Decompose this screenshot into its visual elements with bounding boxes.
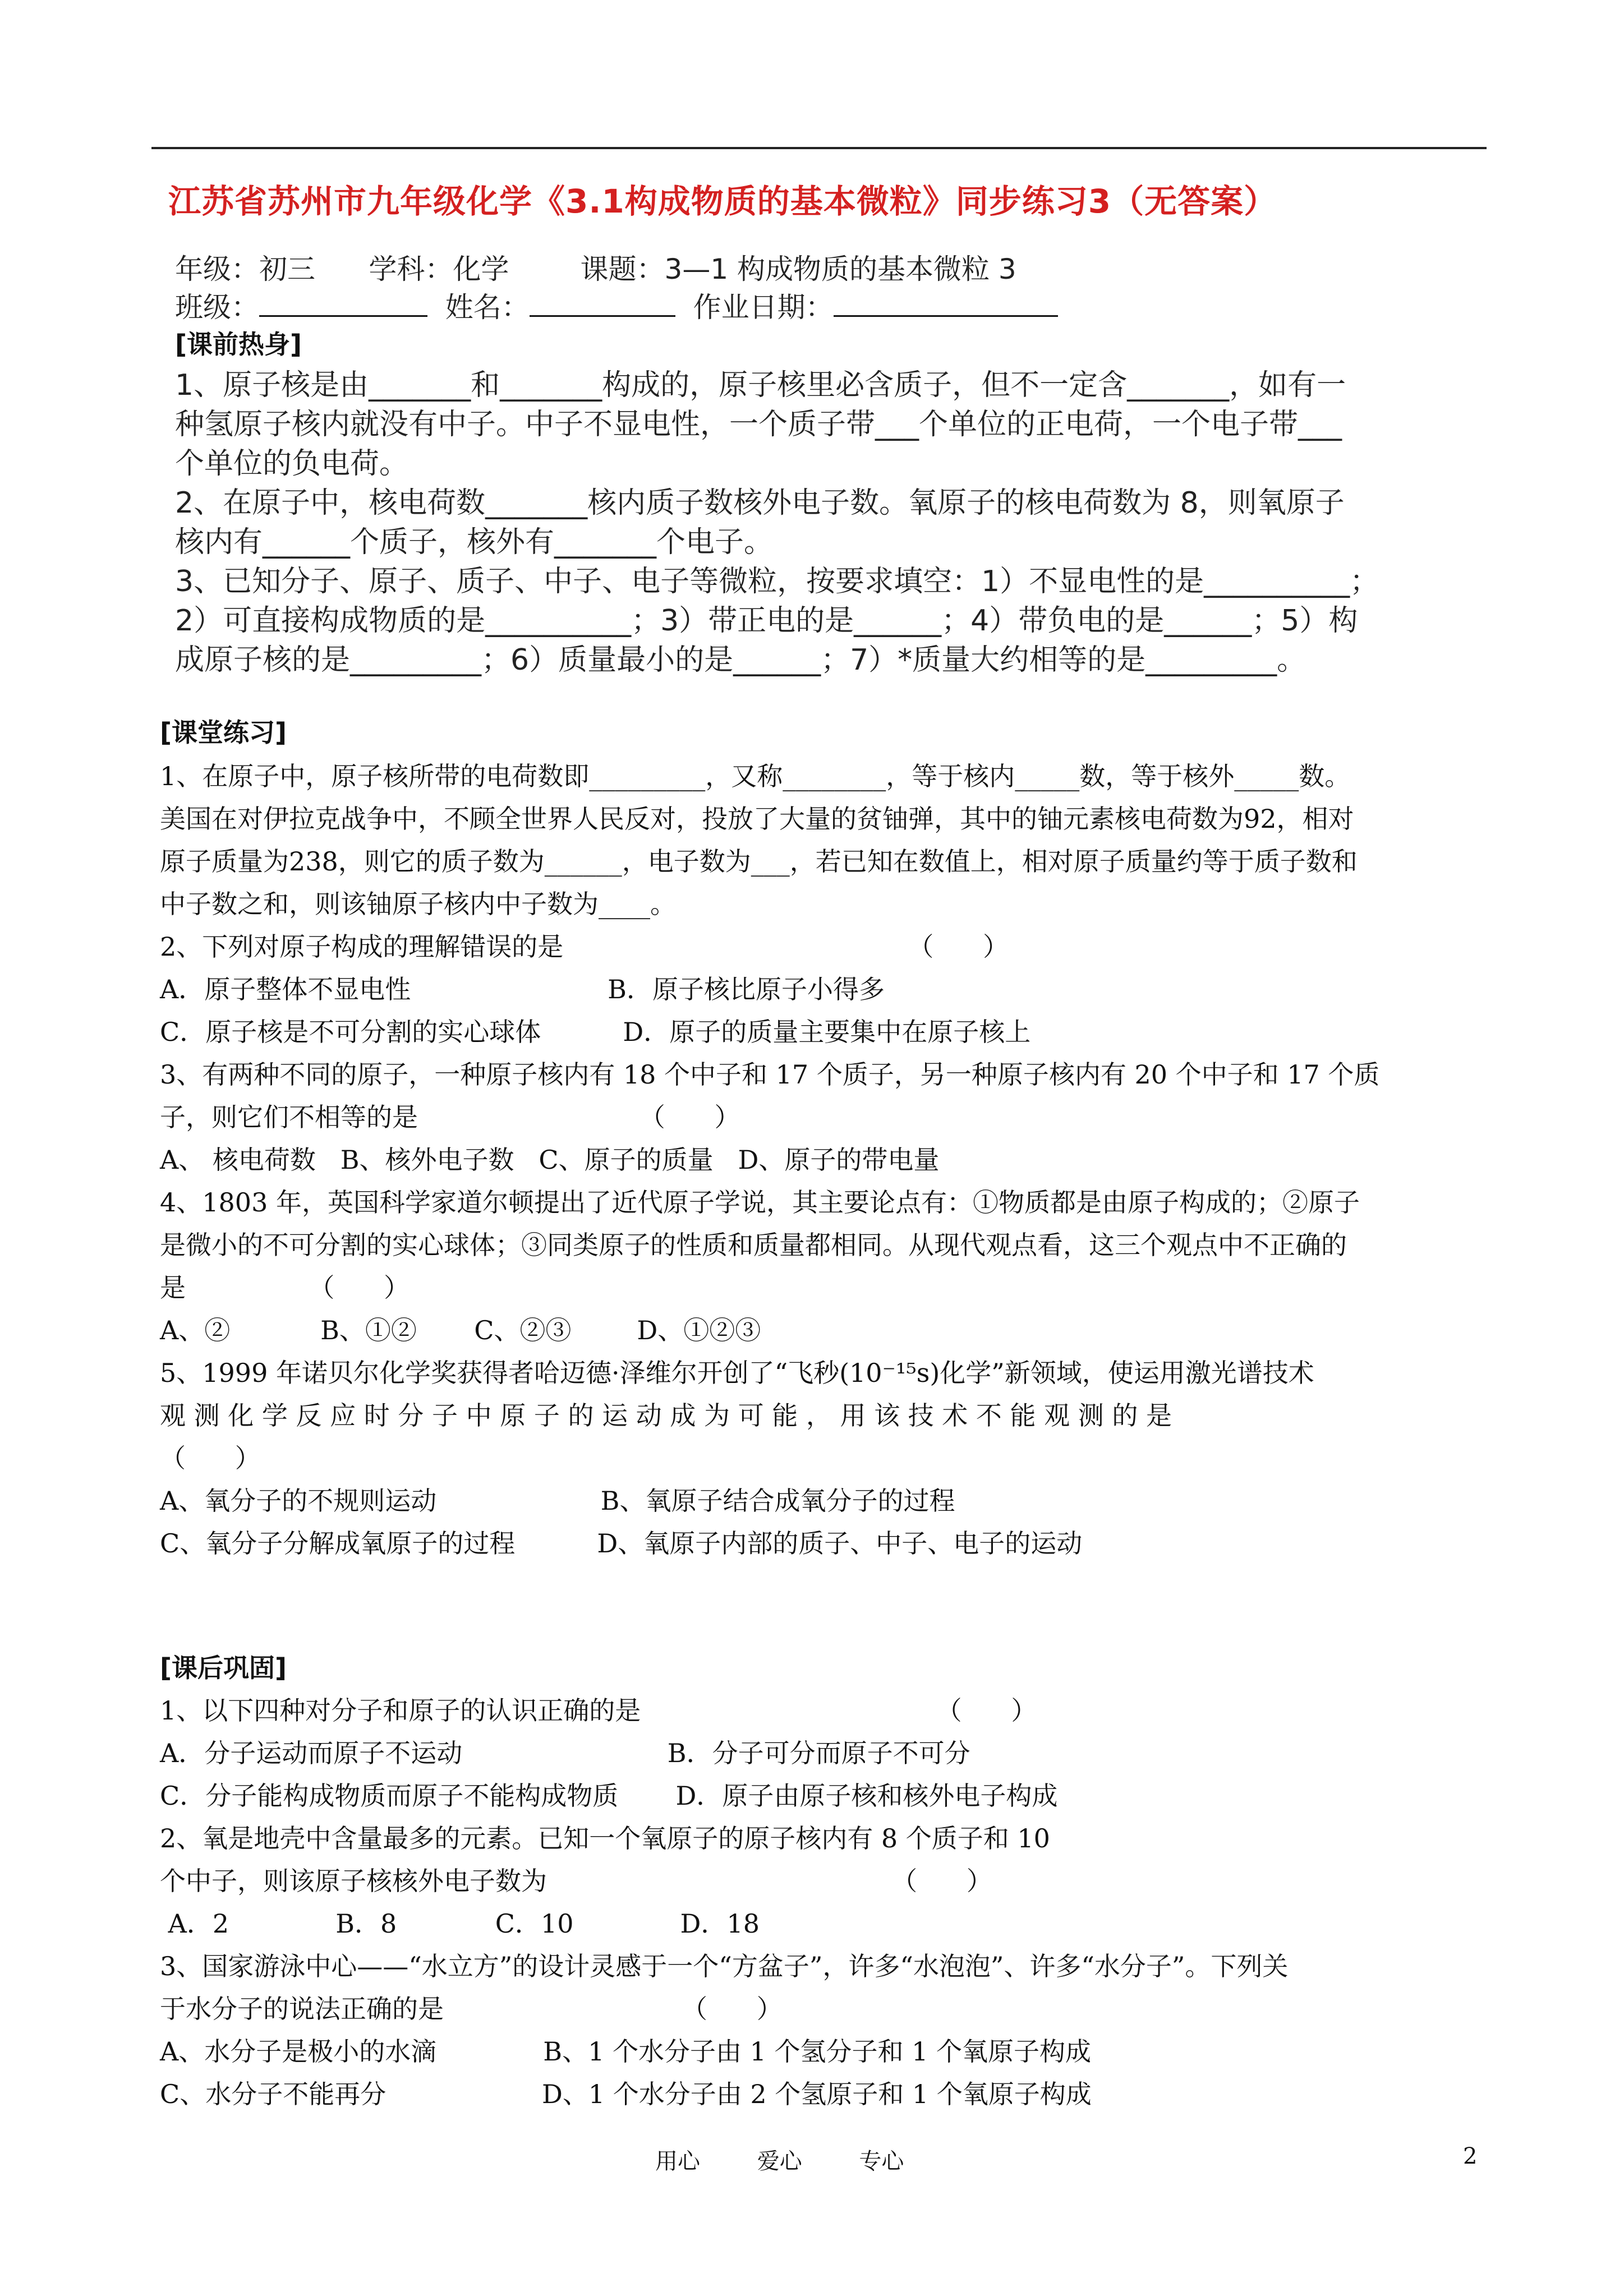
classwork-line: 是微小的不可分割的实心球体；③同类原子的性质和质量都相同。从现代观点看，这三个观点中不正确的 (160, 1230, 1347, 1260)
warmup-line: 2、在原子中，核电荷数_______核内质子数核外电子数。氧原子的核电荷数为 8，则氧原子 (175, 486, 1345, 520)
homework-line: 2、氧是地壳中含量最多的元素。已知一个氧原子的原子核内有 8 个质子和 10 (160, 1823, 1050, 1854)
classwork-line: 1、在原子中，原子核所带的电荷数即_________，又称________，等于核内_____数，等于核外_____数。 (160, 761, 1351, 791)
classwork-line: C．原子核是不可分割的实心球体 D．原子的质量主要集中在原子核上 (160, 1017, 1031, 1047)
class-label: 班级： (175, 291, 259, 324)
classwork-line: 美国在对伊拉克战争中，不顾全世界人民反对，投放了大量的贫铀弹，其中的铀元素核电荷数为92，相对 (160, 804, 1354, 834)
homework-heading: [课后巩固] (160, 1653, 287, 1683)
name-label: 姓名： (427, 291, 530, 324)
homework-line: C．分子能构成物质而原子不能构成物质 D．原子由原子核和核外电子构成 (160, 1781, 1058, 1811)
classwork-line: （ ） (160, 1443, 261, 1473)
classwork-line: A．原子整体不显电性 B．原子核比原子小得多 (160, 974, 885, 1004)
warmup-line: 2）可直接构成物质的是__________；3）带正电的是______；4）带负电的是______；5）构 (175, 604, 1358, 638)
page-number: 2 (1463, 2143, 1478, 2169)
homework-line: A．分子运动而原子不运动 B．分子可分而原子不可分 (160, 1738, 970, 1768)
warmup-heading: [课前热身] (175, 329, 302, 359)
date-label: 作业日期： (675, 291, 834, 324)
warmup-line: 种氢原子核内就没有中子。中子不显电性，一个质子带___个单位的正电荷，一个电子带___ (175, 408, 1342, 441)
classwork-line: 3、有两种不同的原子，一种原子核内有 18 个中子和 17 个质子，另一种原子核内有 20 个中子和 17 个质 (160, 1059, 1380, 1090)
page-title: 江苏省苏州市九年级化学《3.1构成物质的基本微粒》同步练习3（无答案） (168, 182, 1277, 220)
classwork-line: A、氧分子的不规则运动 B、氧原子结合成氧分子的过程 (160, 1486, 955, 1516)
warmup-line: 成原子核的是_________；6）质量最小的是______；7）*质量大约相等的是_________。 (175, 643, 1306, 677)
homework-line: A．2 B．8 C．10 D．18 (160, 1908, 760, 1939)
date-blank (834, 315, 1058, 317)
classwork-line: A、② B、①② C、②③ D、①②③ (160, 1315, 761, 1345)
classwork-line: 子，则它们不相等的是 （ ） (160, 1102, 740, 1132)
homework-line: 3、国家游泳中心——“水立方”的设计灵感于一个“方盆子”，许多“水泡泡”、许多“水分子”。下列关 (160, 1951, 1289, 1981)
name-blank (530, 315, 675, 317)
classwork-line: 5、1999 年诺贝尔化学奖获得者哈迈德·泽维尔开创了“飞秒(10⁻¹⁵s)化学”新领域，使运用激光谱技术 (160, 1358, 1314, 1388)
warmup-line: 核内有______个质子，核外有_______个电子。 (175, 525, 774, 559)
warmup-line: 1、原子核是由_______和_______构成的，原子核里必含质子，但不一定含_______，如有一 (175, 368, 1346, 402)
page-footer: 用心 爱心 专心 (655, 2149, 904, 2174)
header-rule (151, 147, 1487, 149)
classwork-line: 2、下列对原子构成的理解错误的是 （ ） (160, 932, 1009, 962)
header-fields-line (175, 285, 1058, 325)
classwork-line: 4、1803 年，英国科学家道尔顿提出了近代原子学说，其主要论点有：①物质都是由原子构成的；②原子 (160, 1187, 1360, 1218)
class-blank (259, 315, 427, 317)
homework-line: 1、以下四种对分子和原子的认识正确的是 （ ） (160, 1695, 1037, 1726)
homework-line: 于水分子的说法正确的是 （ ） (160, 1994, 783, 2024)
homework-line: 个中子，则该原子核核外电子数为 （ ） (160, 1866, 992, 1896)
classwork-line: 观 测 化 学 反 应 时 分 子 中 原 子 的 运 动 成 为 可 能 ， 用 该 技 术 不 能 观 测 的 是 (160, 1400, 1172, 1431)
classwork-line: 是 （ ） (160, 1273, 410, 1303)
header-info-line: 年级：初三 学科：化学 课题：3—1 构成物质的基本微粒 3 (175, 253, 1016, 285)
warmup-line: 个单位的负电荷。 (175, 447, 409, 481)
classwork-line: 原子质量为238，则它的质子数为______，电子数为___，若已知在数值上，相对原子质量约等于质子数和 (160, 846, 1358, 877)
classwork-line: C、氧分子分解成氧原子的过程 D、氧原子内部的质子、中子、电子的运动 (160, 1528, 1083, 1559)
homework-line: C、水分子不能再分 D、1 个水分子由 2 个氢原子和 1 个氧原子构成 (160, 2079, 1092, 2109)
classwork-line: A、 核电荷数 B、核外电子数 C、原子的质量 D、原子的带电量 (160, 1145, 940, 1175)
warmup-line: 3、已知分子、原子、质子、中子、电子等微粒，按要求填空：1）不显电性的是__________； (175, 565, 1379, 598)
homework-line: A、水分子是极小的水滴 B、1 个水分子由 1 个氢分子和 1 个氧原子构成 (160, 2036, 1092, 2067)
classwork-heading: [课堂练习] (160, 717, 287, 748)
classwork-line: 中子数之和，则该铀原子核内中子数为____。 (160, 889, 676, 919)
